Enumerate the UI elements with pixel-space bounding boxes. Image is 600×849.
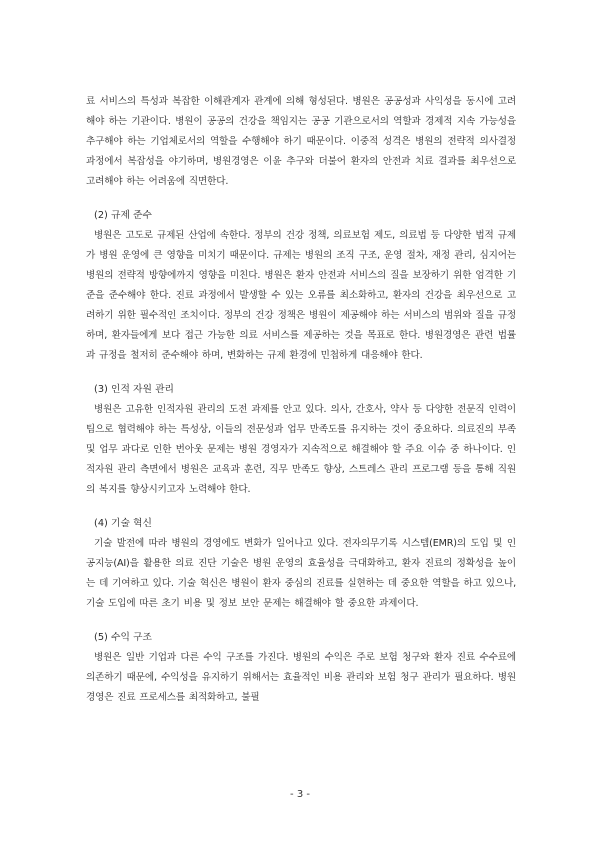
section-revenue-structure xyxy=(86,628,516,708)
section-body: 병원은 고유한 인적자원 관리의 도전 과제를 안고 있다. 의사, 간호사, 약사 등 다양한 전문직 인력이 팀으로 협력해야 하는 특성상, 이들의 전문성과 업무 만족도를 유지하는 것이 중요하다. 의료진의 부족 및 업무 과다로 인한 번아웃 문제는 병원 경영자가 지속적으로 해결해야 할 주요 이슈 중 하나이다. 인적자원 관리 측면에서 병원은 교육과 훈련, 직무 만족도 향상, 스트레스 관리 프로그램 등을 통해 직원의 복지를 향상시키고자 노력해야 한다. xyxy=(86,404,516,495)
document-body xyxy=(86,92,516,708)
section-heading: (2) 규제 준수 xyxy=(94,210,152,221)
section-regulation xyxy=(86,206,516,366)
intro-paragraph: 료 서비스의 특성과 복잡한 이해관계자 관계에 의해 형성된다. 병원은 공공성과 사익성을 동시에 고려해야 하는 기관이다. 병원이 공공의 건강을 책임지는 공공 기관으로서의 역할과 경제적 지속 가능성을 추구해야 하는 기업체로서의 역할을 수행해야 하기 때문이다. 이중적 성격은 병원의 전략적 의사결정 과정에서 복잡성을 야기하며, 병원경영은 이윤 추구와 더불어 환자의 안전과 치료 결과를 최우선으로 고려해야 하는 어려움에 직면한다. xyxy=(86,96,516,187)
section-technology-innovation xyxy=(86,514,516,614)
section-body: 병원은 일반 기업과 다른 수익 구조를 가진다. 병원의 수익은 주로 보험 청구와 환자 진료 수수료에 의존하기 때문에, 수익성을 유지하기 위해서는 효율적인 비용 관리와 보험 청구 관리가 필요하다. 병원경영은 진료 프로세스를 최적화하고, 불필 xyxy=(86,652,516,703)
section-body: 병원은 고도로 규제된 산업에 속한다. 정부의 건강 정책, 의료보험 제도, 의료법 등 다양한 법적 규제가 병원 운영에 큰 영향을 미치기 때문이다. 규제는 병원의 조직 구조, 운영 절차, 재정 관리, 심지어는 병원의 전략적 방향에까지 영향을 미친다. 병원은 환자 안전과 서비스의 질을 보장하기 위한 엄격한 기준을 준수해야 한다. 진료 과정에서 발생할 수 있는 오류를 최소화하고, 환자의 건강을 최우선으로 고려하기 위한 필수적인 조치이다. 정부의 건강 정책은 병원이 제공해야 하는 서비스의 범위와 질을 규정하며, 환자들에게 보다 접근 가능한 의료 서비스를 제공하는 것을 목표로 한다. 병원경영은 관련 법률과 규정을 철저히 준수해야 하며, 변화하는 규제 환경에 민첩하게 대응해야 한다. xyxy=(86,230,516,361)
page-number: - 3 - xyxy=(290,789,310,800)
section-heading: (3) 인적 자원 관리 xyxy=(94,384,175,395)
section-heading: (4) 기술 혁신 xyxy=(94,518,152,529)
section-human-resources xyxy=(86,380,516,500)
section-body: 기술 발전에 따라 병원의 경영에도 변화가 일어나고 있다. 전자의무기록 시스템(EMR)의 도입 및 인공지능(AI)을 활용한 의료 진단 기술은 병원 운영의 효율성을 극대화하고, 환자 진료의 정확성을 높이는 데 기여하고 있다. 기술 혁신은 병원이 환자 중심의 진료를 실현하는 데 중요한 역할을 하고 있으나, 기술 도입에 따른 초기 비용 및 정보 보안 문제는 해결해야 할 중요한 과제이다. xyxy=(86,538,516,609)
section-heading: (5) 수익 구조 xyxy=(94,632,152,643)
